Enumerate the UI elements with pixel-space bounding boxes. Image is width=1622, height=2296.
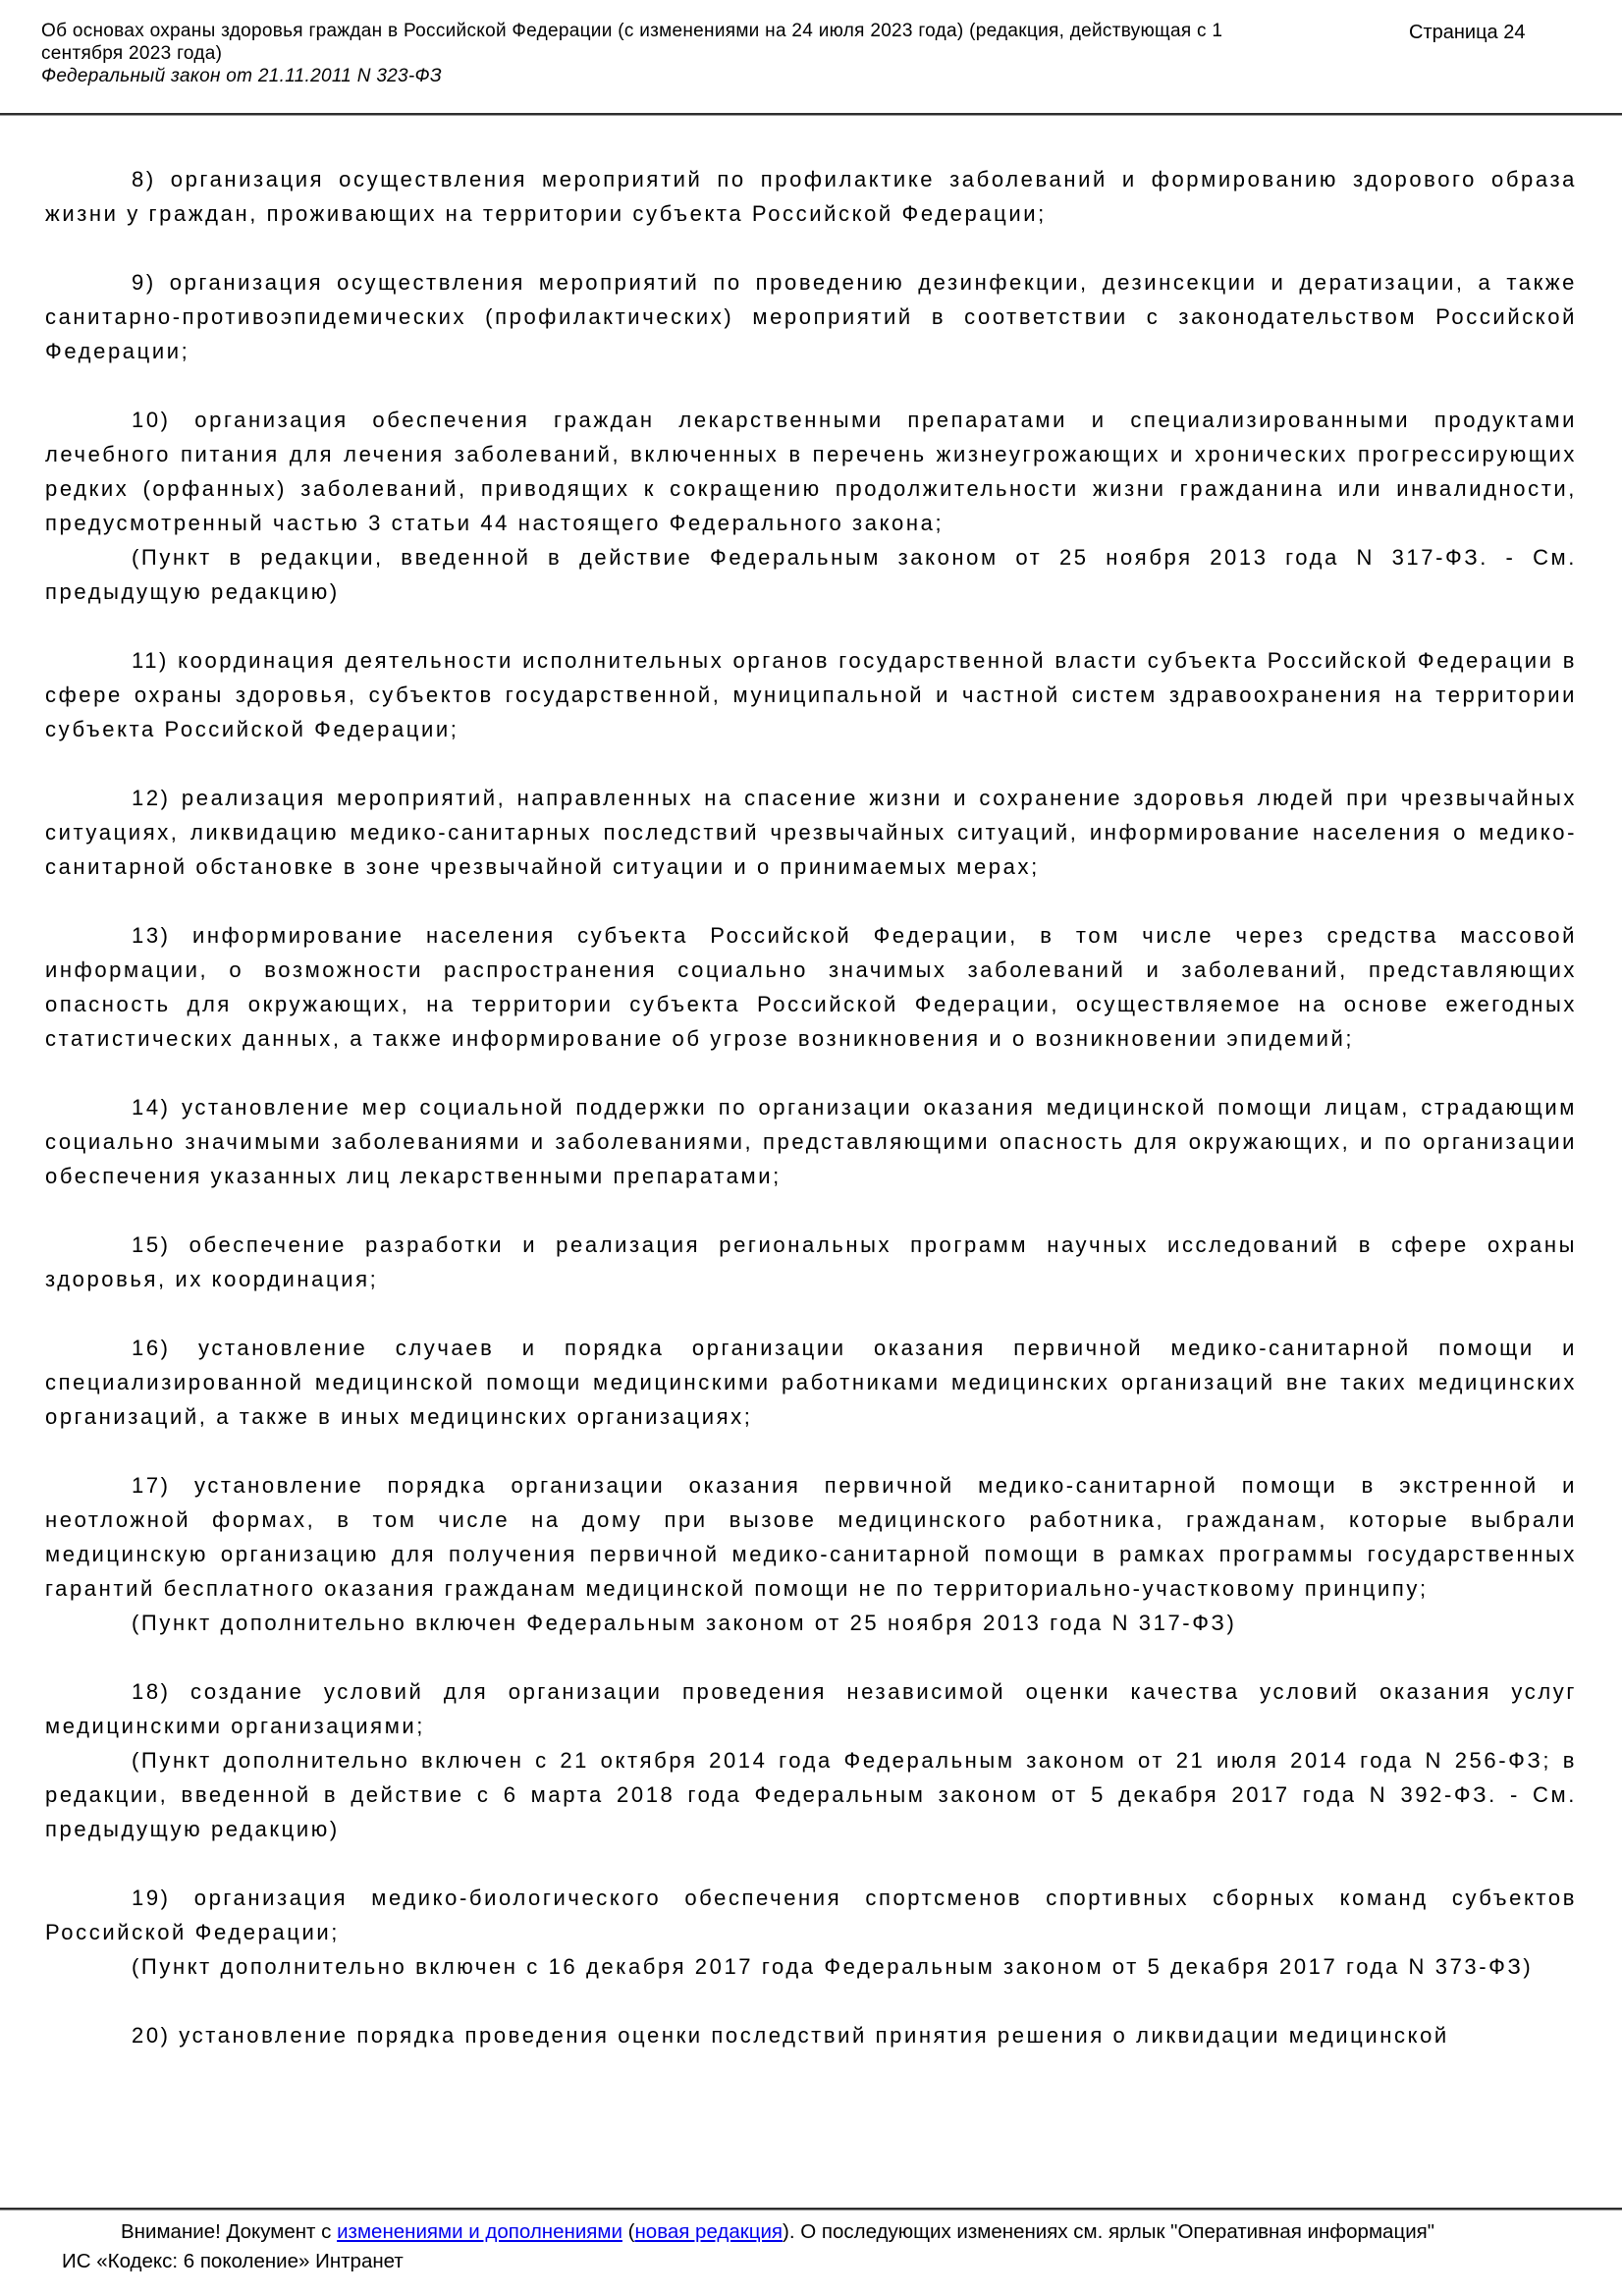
footer-divider	[0, 2208, 1622, 2211]
footer	[62, 2217, 1594, 2276]
footer-system-label: ИС «Кодекс: 6 поколение» Интранет	[62, 2250, 404, 2272]
paragraph: 20) установление порядка проведения оценки последствий принятия решения о ликвидации медицинской	[132, 2023, 1449, 2048]
page-number: Страница 24	[1409, 22, 1526, 43]
document-body	[45, 116, 1577, 2206]
paragraph-note: (Пункт дополнительно включен Федеральным законом от 25 ноября 2013 года N 317-ФЗ)	[132, 1611, 1237, 1635]
paragraph: 16) установление случаев и порядка организации оказания первичной медико-санитарной помощи и специализированной медицинской помощи медицинскими работниками медицинских организаций вне таких медицинских организаций, а также в иных медицинских организациях;	[45, 1336, 1577, 1429]
paragraph: 18) создание условий для организации проведения независимой оценки качества условий оказания услуг медицинскими организациями;	[45, 1679, 1577, 1738]
paragraph: 11) координация деятельности исполнительных органов государственной власти субъекта Российской Федерации в сфере охраны здоровья, субъектов государственной, муниципальной и частной систем здравоохранения на территории субъекта Российской Федерации;	[45, 648, 1577, 741]
paragraph: 13) информирование населения субъекта Российской Федерации, в том числе через средства массовой информации, о возможности распространения социально значимых заболеваний и заболеваний, представляющих опасность для окружающих, на территории субъекта Российской Федерации, осуществляемое на основе ежегодных статистических данных, а также информирование об угрозе возникновения и о возникновении эпидемий;	[45, 923, 1577, 1051]
paragraph: 17) установление порядка организации оказания первичной медико-санитарной помощи в экстренной и неотложной формах, в том числе на дому при вызове медицинского работника, гражданам, которые выбрали медицинскую организацию для получения первичной медико-санитарной помощи в рамках программы государственных гарантий бесплатного оказания гражданам медицинской помощи не по территориально-участковому принципу;	[45, 1473, 1577, 1601]
paragraph-note: (Пункт дополнительно включен с 21 октября 2014 года Федеральным законом от 21 июля 2014 года N 256-ФЗ; в редакции, введенной в действие с 6 марта 2018 года Федеральным законом от 5 декабря 2017 года N 392-ФЗ. - См. предыдущую редакцию)	[45, 1748, 1577, 1841]
paragraph: 14) установление мер социальной поддержки по организации оказания медицинской помощи лицам, страдающим социально значимыми заболеваниями и заболеваниями, представляющими опасность для окружающих, и по организации обеспечения указанных лиц лекарственными препаратами;	[45, 1095, 1577, 1188]
paragraph: 9) организация осуществления мероприятий по проведению дезинфекции, дезинсекции и дератизации, а также санитарно-противоэпидемических (профилактических) мероприятий в соответствии с законодательством Российской Федерации;	[45, 270, 1577, 363]
document-subtitle: Федеральный закон от 21.11.2011 N 323-ФЗ	[41, 66, 442, 86]
amendments-link[interactable]: изменениями и дополнениями	[337, 2220, 622, 2243]
paragraph: 10) организация обеспечения граждан лекарственными препаратами и специализированными продуктами лечебного питания для лечения заболеваний, включенных в перечень жизнеугрожающих и хронических прогрессирующих редких (орфанных) заболеваний, приводящих к сокращению продолжительности жизни гражданина или инвалидности, предусмотренный частью 3 статьи 44 настоящего Федерального закона;	[45, 408, 1577, 535]
paragraph: 8) организация осуществления мероприятий по профилактике заболеваний и формированию здорового образа жизни у граждан, проживающих на территории субъекта Российской Федерации;	[45, 167, 1577, 226]
new-edition-link[interactable]: новая редакция	[634, 2220, 784, 2243]
footer-notice-prefix: Внимание! Документ с	[121, 2220, 338, 2243]
paragraph-note: (Пункт в редакции, введенной в действие Федеральным законом от 25 ноября 2013 года N 317-ФЗ. - См. предыдущую редакцию)	[45, 545, 1577, 604]
footer-notice-mid: (	[622, 2220, 635, 2243]
paragraph: 15) обеспечение разработки и реализация региональных программ научных исследований в сфере охраны здоровья, их координация;	[45, 1232, 1577, 1291]
document-title: Об основах охраны здоровья граждан в Российской Федерации (с изменениями на 24 июля 2023 года) (редакция, действующая с 1 сентября 2023 года)	[41, 21, 1223, 64]
footer-notice	[62, 2217, 1594, 2247]
paragraph: 12) реализация мероприятий, направленных на спасение жизни и сохранение здоровья людей при чрезвычайных ситуациях, ликвидацию медико-санитарных последствий чрезвычайных ситуаций, информирование населения о медико-санитарной обстановке в зоне чрезвычайной ситуации и о принимаемых мерах;	[45, 786, 1577, 879]
document-header	[41, 20, 1243, 87]
footer-notice-suffix: ). О последующих изменениях см. ярлык "Оперативная информация"	[783, 2220, 1435, 2243]
paragraph-note: (Пункт дополнительно включен с 16 декабря 2017 года Федеральным законом от 5 декабря 2017 года N 373-ФЗ)	[132, 1954, 1534, 1979]
paragraph: 19) организация медико-биологического обеспечения спортсменов спортивных сборных команд субъектов Российской Федерации;	[45, 1886, 1577, 1944]
